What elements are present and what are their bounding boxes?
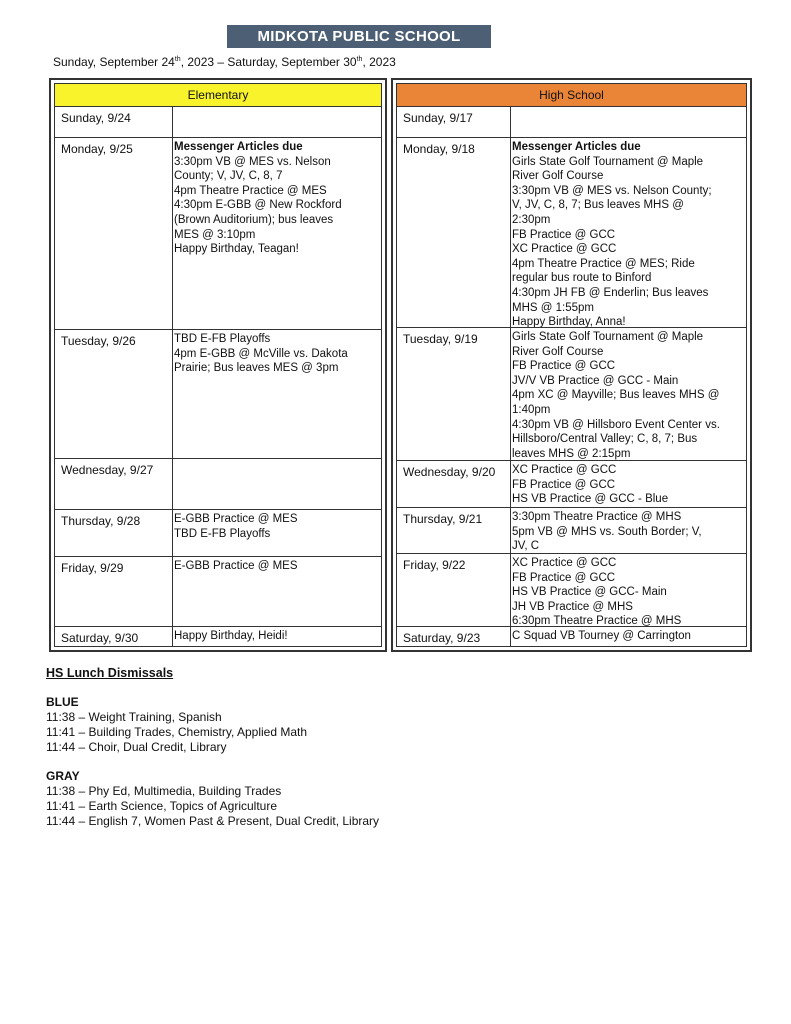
day-events [174,629,288,644]
event-line: Prairie; Bus leaves MES @ 3pm [174,362,339,375]
event-line: HS VB Practice @ GCC- Main [512,586,667,599]
day-label: Wednesday, 9/27 [61,463,154,477]
event-line: MHS @ 1:55pm [512,301,594,314]
elementary-title: Elementary [187,88,249,102]
lunch-dismissal-item: 11:44 – Choir, Dual Credit, Library [46,740,227,754]
day-events [174,332,348,376]
high-school-day-row [397,553,746,627]
day-label: Tuesday, 9/26 [61,334,136,348]
event-line: regular bus route to Binford [512,272,652,285]
event-line: MES @ 3:10pm [174,228,256,241]
event-line: JV, C [512,540,540,553]
event-line: 3:30pm VB @ MES vs. Nelson County; [512,184,712,197]
day-events [174,512,298,541]
day-events [512,330,720,461]
event-line: FB Practice @ GCC [512,228,616,241]
elementary-day-row [55,509,381,557]
elementary-day-row [55,458,381,510]
event-line: 6:30pm Theatre Practice @ MHS [512,615,682,628]
day-label: Monday, 9/18 [403,142,475,156]
high-school-title: High School [539,88,604,102]
day-label: Monday, 9/25 [61,142,133,156]
event-line: 3:30pm Theatre Practice @ MHS [512,511,682,523]
day-events [512,629,691,644]
event-line: 4pm Theatre Practice @ MES; Ride [512,257,695,270]
event-line: Girls State Golf Tournament @ Maple [512,331,704,343]
day-events [512,140,712,330]
event-line: JV/V VB Practice @ GCC - Main [512,374,679,387]
day-label: Sunday, 9/24 [61,111,131,125]
day-label: Tuesday, 9/19 [403,332,478,346]
event-line: 1:40pm [512,403,551,416]
high-school-day-row [397,137,746,328]
date-end: , 2023 [362,55,396,69]
date-end-sup: th [356,56,363,63]
elementary-header [55,84,381,107]
day-label: Friday, 9/22 [403,558,466,572]
lunch-dismissal-item: 11:41 – Building Trades, Chemistry, Applied Math [46,725,308,739]
high-school-day-row [397,460,746,508]
elementary-day-row [55,556,381,627]
school-name: MIDKOTA PUBLIC SCHOOL [257,28,461,45]
high-school-day-row [397,106,746,138]
event-line: FB Practice @ GCC [512,571,616,584]
day-label: Thursday, 9/21 [403,512,483,526]
day-label: Saturday, 9/23 [403,631,481,645]
event-line: V, JV, C, 8, 7; Bus leaves MHS @ [512,199,684,212]
hs-lunch-dismissals [46,666,379,829]
event-line: Happy Birthday, Anna! [512,316,626,329]
event-line: 2:30pm [512,213,551,226]
elementary-calendar-inner [54,83,382,647]
event-line: JH VB Practice @ MHS [512,600,633,613]
event-line: E-GBB Practice @ MES [174,513,298,525]
elementary-day-row [55,137,381,330]
event-line: XC Practice @ GCC [512,557,617,569]
date-start: Sunday, September 24 [53,55,175,69]
event-line: Messenger Articles due [512,141,641,153]
event-line: Girls State Golf Tournament @ Maple [512,155,704,168]
event-line: HS VB Practice @ GCC - Blue [512,493,669,506]
lunch-dismissal-item: 11:41 – Earth Science, Topics of Agriculture [46,799,278,813]
event-line: 5pm VB @ MHS vs. South Border; V, [512,525,702,538]
event-line: XC Practice @ GCC [512,464,617,476]
elementary-day-row [55,329,381,459]
week-date-range [53,55,396,69]
event-line: Messenger Articles due [174,141,303,153]
elementary-day-row [55,626,381,649]
event-line: 3:30pm VB @ MES vs. Nelson [174,155,331,168]
school-name-banner [227,25,491,48]
event-line: River Golf Course [512,345,604,358]
day-events [174,559,298,574]
event-line: leaves MHS @ 2:15pm [512,447,631,460]
event-line: FB Practice @ GCC [512,478,616,491]
event-line: 4:30pm VB @ Hillsboro Event Center vs. [512,418,720,431]
date-mid: , 2023 – Saturday, September 30 [180,55,357,69]
event-line: 4pm Theatre Practice @ MES [174,184,327,197]
lunch-dismissal-item: 11:38 – Phy Ed, Multimedia, Building Trades [46,784,282,798]
event-line: TBD E-FB Playoffs [174,333,271,345]
high-school-day-row [397,327,746,461]
day-events [174,140,342,257]
lunch-group-name: GRAY [46,769,80,783]
high-school-calendar [391,78,752,652]
lunch-dismissal-item: 11:38 – Weight Training, Spanish [46,710,222,724]
elementary-calendar [49,78,387,652]
event-line: Hillsboro/Central Valley; C, 8, 7; Bus [512,433,698,446]
event-line: TBD E-FB Playoffs [174,527,271,540]
day-label: Sunday, 9/17 [403,111,473,125]
lunch-dismissal-item: 11:44 – English 7, Women Past & Present, Dual Credit, Library [46,814,380,828]
high-school-day-row [397,626,746,649]
lunch-group-name: BLUE [46,695,79,709]
lunch-groups [46,695,379,829]
event-line: Happy Birthday, Heidi! [174,630,288,642]
event-line: (Brown Auditorium); bus leaves [174,213,334,226]
event-line: XC Practice @ GCC [512,243,617,256]
high-school-header [397,84,746,107]
event-line: C Squad VB Tourney @ Carrington [512,630,691,642]
high-school-calendar-inner [396,83,747,647]
day-label: Thursday, 9/28 [61,514,141,528]
day-label: Wednesday, 9/20 [403,465,496,479]
date-start-sup: th [174,56,181,63]
event-line: 4pm E-GBB @ McVille vs. Dakota [174,347,348,360]
day-label: Friday, 9/29 [61,561,124,575]
day-events [512,463,668,507]
elementary-day-row [55,106,381,138]
event-line: 4:30pm JH FB @ Enderlin; Bus leaves [512,286,709,299]
day-events [512,510,702,554]
event-line: FB Practice @ GCC [512,360,616,373]
event-line: County; V, JV, C, 8, 7 [174,170,283,183]
event-line: Happy Birthday, Teagan! [174,243,299,256]
high-school-day-row [397,507,746,554]
event-line: River Golf Course [512,170,604,183]
lunch-title: HS Lunch Dismissals [46,666,174,680]
event-line: 4:30pm E-GBB @ New Rockford [174,199,342,212]
event-line: 4pm XC @ Mayville; Bus leaves MHS @ [512,389,720,402]
day-label: Saturday, 9/30 [61,631,139,645]
event-line: E-GBB Practice @ MES [174,560,298,572]
day-events [512,556,681,629]
